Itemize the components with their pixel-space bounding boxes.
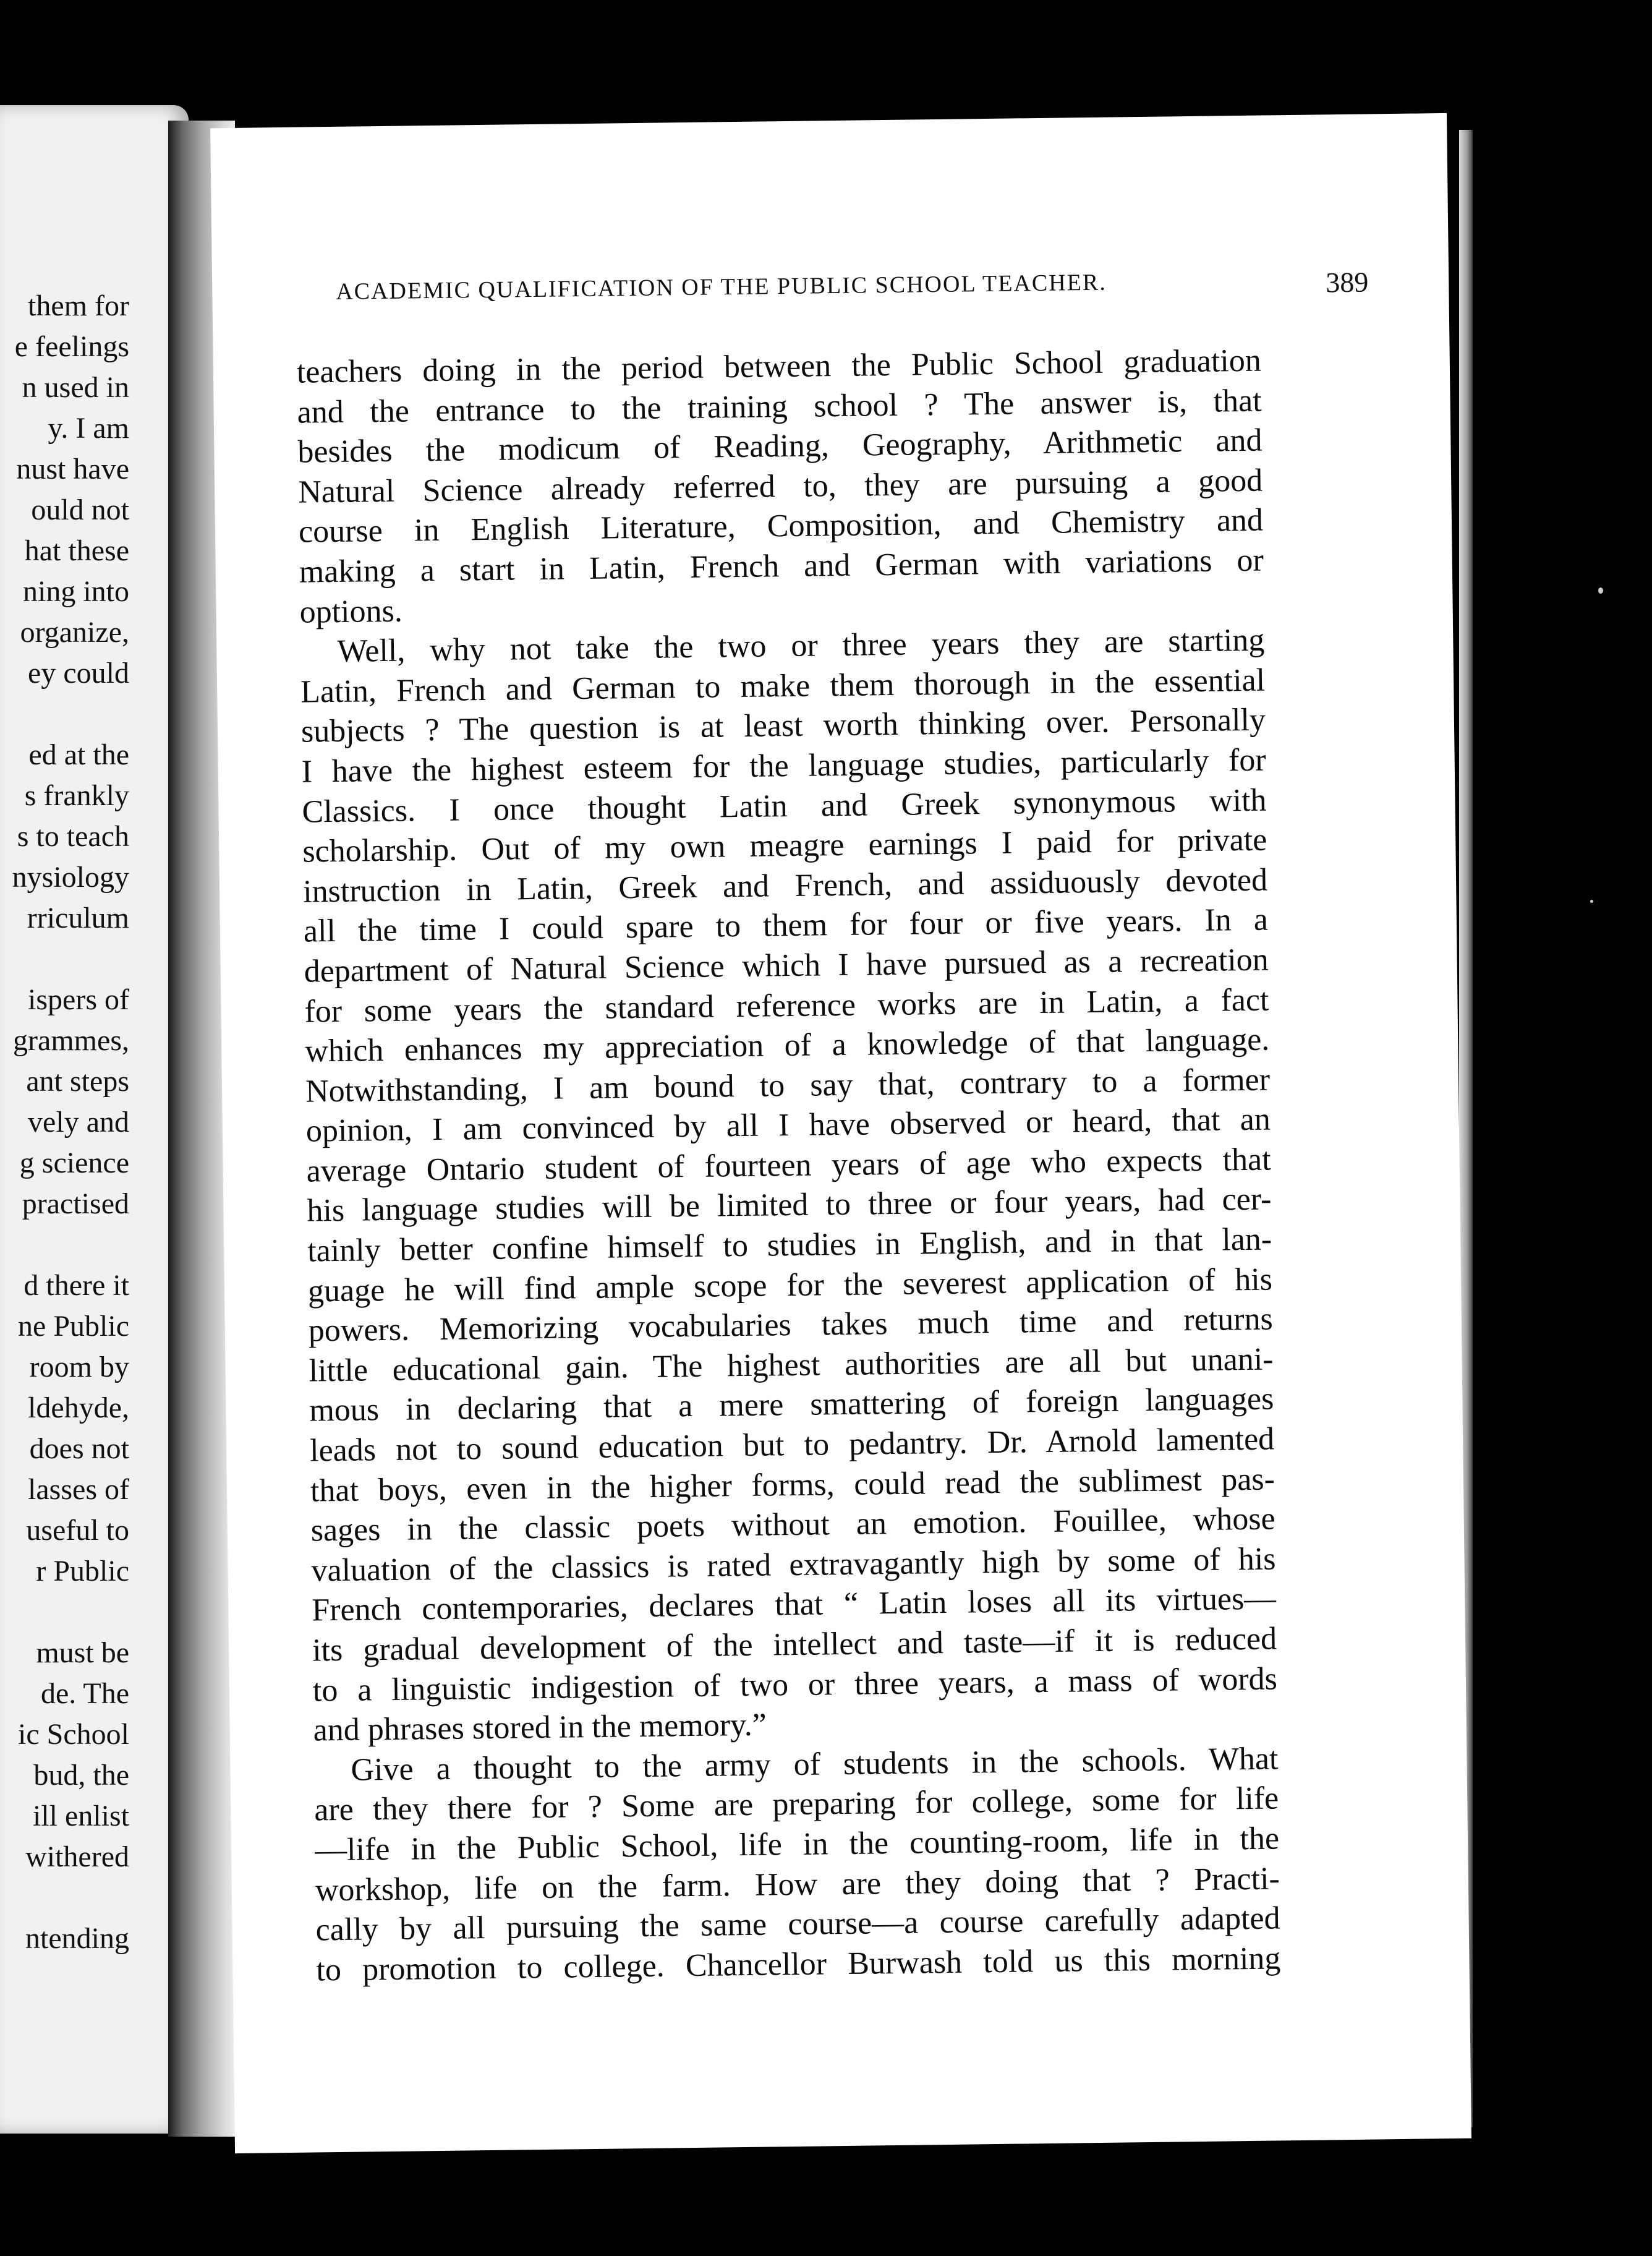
text-line: and the entrance to the training school ? The answer is, that [297,383,1262,430]
text-line: opinion, I am convinced by all I have observed or heard, that an [305,1101,1271,1149]
text-line: that boys, even in the higher forms, could read the sublimest pas- [310,1461,1275,1509]
text-line: workshop, life on the farm. How are they doing that ? Practi- [315,1860,1280,1908]
left-line: ould not [31,494,129,526]
left-line: withered [25,1840,129,1873]
text-line: are they there for ? Some are preparing for college, some for life [313,1780,1279,1828]
left-line: ey could [28,657,129,690]
text-line: to promotion to college. Chancellor Burwash told us this morning [316,1941,1281,1988]
text-line: besides the modicum of Reading, Geography, Arithmetic and [297,422,1262,470]
text-line: mous in declaring that a mere smattering of foreign languages [309,1381,1274,1429]
running-head [336,265,1368,305]
text-line: tainly better confine himself to studies in English, and in that lan- [307,1221,1272,1269]
text-line: valuation of the classics is rated extravagantly high by some of his [311,1541,1276,1589]
left-line: ning into [22,575,129,608]
left-line: rriculum [27,902,129,934]
text-line: and phrases stored in the memory.” [313,1707,767,1748]
left-line: s to teach [17,820,129,853]
book-page [210,113,1471,2153]
left-line: ne Public [18,1310,129,1343]
left-line: organize, [20,616,129,649]
text-line: course in English Literature, Composition, and Chemistry and [298,502,1264,550]
left-line: ed at the [28,738,129,771]
left-line: r Public [36,1555,129,1587]
left-line: ill enlist [33,1800,129,1832]
left-line: practised [22,1187,129,1220]
text-line: Latin, French and German to make them thorough in the essential [300,662,1266,710]
text-line: powers. Memorizing vocabularies takes much time and returns [308,1301,1274,1349]
left-line: d there it [23,1269,129,1302]
page-number: 389 [1325,266,1369,299]
left-line: useful to [26,1514,129,1547]
left-line: grammes, [13,1024,129,1057]
left-line: ntending [25,1922,129,1955]
text-line: French contemporaries, declares that “ Latin loses all its virtues— [312,1581,1277,1628]
left-line: lasses of [28,1473,129,1506]
text-line: average Ontario student of fourteen years of age who expects that [306,1142,1271,1189]
left-line: does not [29,1432,129,1465]
text-line: Natural Science already referred to, they are pursuing a good [297,463,1263,510]
left-line: ispers of [28,983,129,1016]
text-line: leads not to sound education but to pedantry. Dr. Arnold lamented [309,1421,1275,1469]
text-line: cally by all pursuing the same course—a course carefully adapted [315,1900,1280,1948]
text-line: —life in the Public School, life in the counting-room, life in the [314,1821,1280,1868]
text-line: options. [299,593,403,630]
left-line: g science [19,1147,129,1179]
previous-page-fragment [0,105,189,2134]
text-line: department of Natural Science which I have pursued as a recreation [304,942,1269,989]
text-line: his language studies will be limited to three or four years, had cer- [307,1181,1272,1229]
left-line: ldehyde, [28,1391,129,1424]
running-head-title: ACADEMIC QUALIFICATION OF THE PUBLIC SCHOOL TEACHER. [336,269,1107,305]
left-line: nust have [16,453,129,485]
text-line: subjects ? The question is at least worth thinking over. Personally [300,702,1266,750]
text-line: all the time I could spare to them for four or five years. In a [303,902,1269,949]
text-line: instruction in Latin, Greek and French, and assiduously devoted [302,862,1268,910]
left-line: vely and [28,1106,129,1139]
text-line: Classics. I once thought Latin and Greek synonymous with [302,782,1267,830]
left-line: hat these [24,534,129,567]
text-line: its gradual development of the intellect and taste—if it is reduced [312,1621,1277,1668]
text-line: which enhances my appreciation of a knowledge of that language. [304,1022,1270,1069]
left-line: s frankly [24,779,129,812]
text-line: guage he will find ample scope for the severest application of his [307,1262,1273,1309]
left-line: y. I am [48,412,129,445]
text-line: scholarship. Out of my own meagre earnings I paid for private [302,822,1267,870]
left-line: room by [29,1351,129,1383]
left-line: them for [28,289,129,322]
left-line: de. The [40,1677,129,1710]
text-line: Well, why not take the two or three years they are starting [337,622,1265,670]
page-body-text [297,341,1281,1991]
left-line: ant steps [26,1065,129,1098]
left-line: bud, the [33,1759,129,1792]
text-line: little educational gain. The highest authorities are all but unani- [309,1341,1274,1389]
text-line: for some years the standard reference works are in Latin, a fact [304,982,1269,1030]
text-line: making a start in Latin, French and German with variations or [299,542,1264,590]
text-line: Give a thought to the army of students in the schools. What [351,1741,1279,1788]
text-line: Notwithstanding, I am bound to say that, contrary to a former [305,1062,1271,1109]
left-line: e feelings [14,330,129,363]
left-line: ic School [18,1718,129,1751]
text-line: teachers doing in the period between the Public School graduation [296,343,1262,390]
left-line: n used in [22,371,129,404]
scan-speck [1590,900,1593,903]
scan-speck [1598,588,1603,594]
text-line: to a linguistic indigestion of two or three years, a mass of words [312,1661,1278,1709]
left-line: nysiology [12,861,129,894]
text-line: sages in the classic poets without an emotion. Fouillee, whose [310,1501,1276,1549]
text-line: I have the highest esteem for the language studies, particularly for [301,742,1267,790]
left-line: must be [36,1636,129,1669]
